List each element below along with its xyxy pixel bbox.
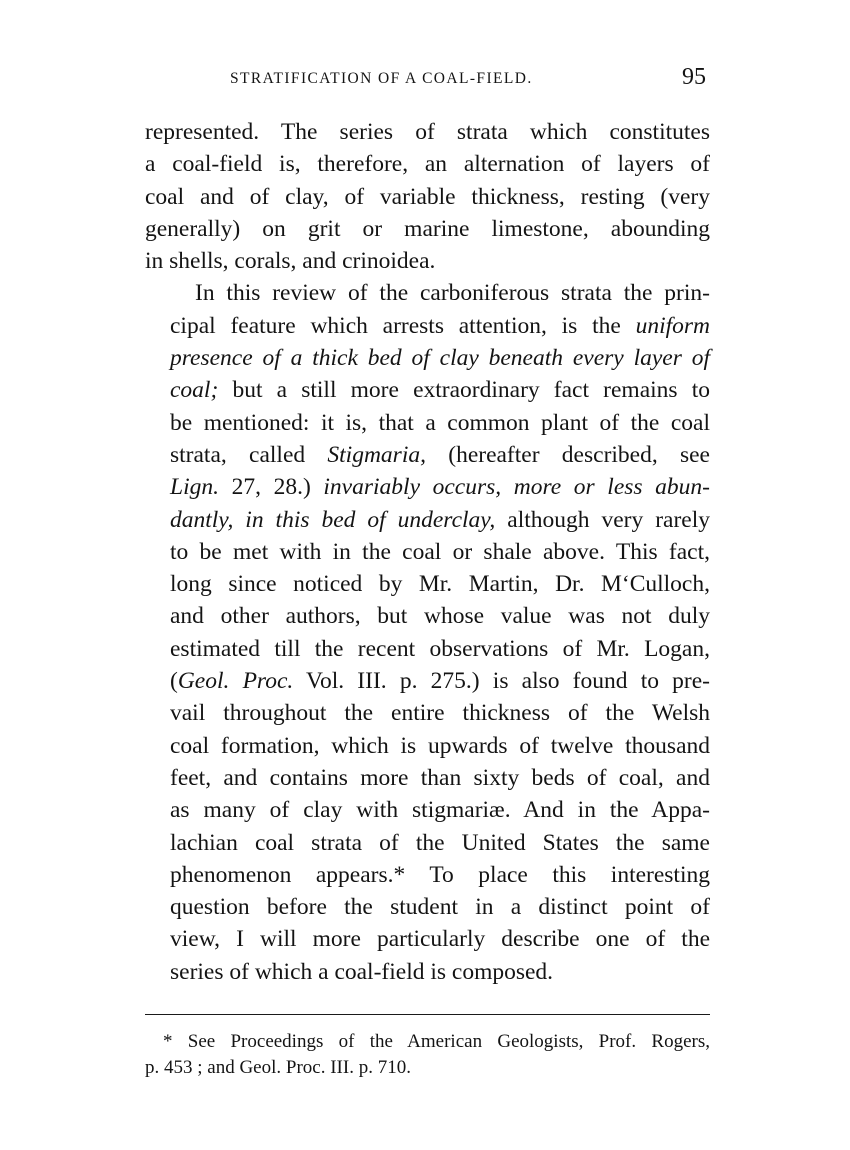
text-line: and other authors, but whose value was not duly <box>170 603 710 630</box>
text-line: long since noticed by Mr. Martin, Dr. M‘Culloch, <box>170 571 710 598</box>
italic-run: Stigmaria, <box>327 441 426 468</box>
text-line <box>145 665 710 697</box>
text-run: strata, called <box>170 441 328 468</box>
italic-run: presence of a thick bed of clay beneath every layer of <box>170 345 710 372</box>
text-line <box>145 439 710 471</box>
text-run: Vol. III. p. 275.) is also found to pre- <box>293 668 710 695</box>
text-run: cipal feature which arrests attention, is the <box>170 312 636 339</box>
italic-run: uniform <box>635 312 710 339</box>
text-line: In this review of the carboniferous strata the prin- <box>195 280 710 307</box>
italic-run: coal; <box>170 377 219 404</box>
text-line: view, I will more particularly describe one of the <box>170 926 710 953</box>
text-line: to be met with in the coal or shale above. This fact, <box>170 538 710 565</box>
text-run: ( <box>170 668 178 695</box>
text-line: as many of clay with stigmariæ. And in the Appa- <box>170 797 710 824</box>
text-run: (hereafter described, see <box>425 441 710 468</box>
book-page <box>145 64 710 1081</box>
text-line: generally) on grit or marine limestone, abounding <box>145 215 710 242</box>
text-line <box>145 342 710 374</box>
text-line: phenomenon appears.* To place this interesting <box>170 861 710 888</box>
text-line: feet, and contains more than sixty beds of coal, and <box>170 764 710 791</box>
text-line: represented. The series of strata which constitutes <box>145 119 710 145</box>
text-line: in shells, corals, and crinoidea. <box>145 248 436 275</box>
italic-run: invariably occurs, more or less abun- <box>323 474 710 501</box>
body-text <box>145 116 710 988</box>
footnote-line: * See Proceedings of the American Geologists, Prof. Rogers, <box>163 1031 710 1053</box>
text-line: vail throughout the entire thickness of the Welsh <box>170 700 710 727</box>
paragraph-2 <box>145 277 710 988</box>
text-run: 27, 28.) <box>218 474 324 501</box>
text-run: although very rarely <box>495 506 710 533</box>
text-run: but a still more extraordinary fact remains to <box>218 377 710 404</box>
footnote-divider <box>145 1014 710 1015</box>
page-header <box>230 64 710 100</box>
text-line: question before the student in a distinct point of <box>170 894 710 921</box>
running-head: STRATIFICATION OF A COAL-FIELD. <box>230 70 533 87</box>
text-line: lachian coal strata of the United States the same <box>170 829 710 856</box>
text-line: coal formation, which is upwards of twelve thousand <box>170 732 710 759</box>
italic-run: Lign. <box>170 474 219 501</box>
text-line: series of which a coal-field is composed. <box>170 958 554 985</box>
italic-run: Geol. Proc. <box>177 668 294 695</box>
text-line <box>145 374 710 406</box>
page-number: 95 <box>682 64 706 90</box>
text-line <box>145 471 710 503</box>
italic-run: dantly, in this bed of underclay, <box>170 506 496 533</box>
paragraph-1 <box>145 116 710 277</box>
text-line <box>145 310 710 342</box>
text-line: coal and of clay, of variable thickness, resting (very <box>145 183 710 210</box>
text-line: estimated till the recent observations of Mr. Logan, <box>170 635 710 662</box>
text-line <box>145 504 710 536</box>
text-line: be mentioned: it is, that a common plant of the coal <box>170 409 710 436</box>
text-line: a coal-field is, therefore, an alternation of layers of <box>145 151 710 178</box>
footnote <box>145 1029 710 1081</box>
footnote-line: p. 453 ; and Geol. Proc. III. p. 710. <box>145 1057 411 1079</box>
